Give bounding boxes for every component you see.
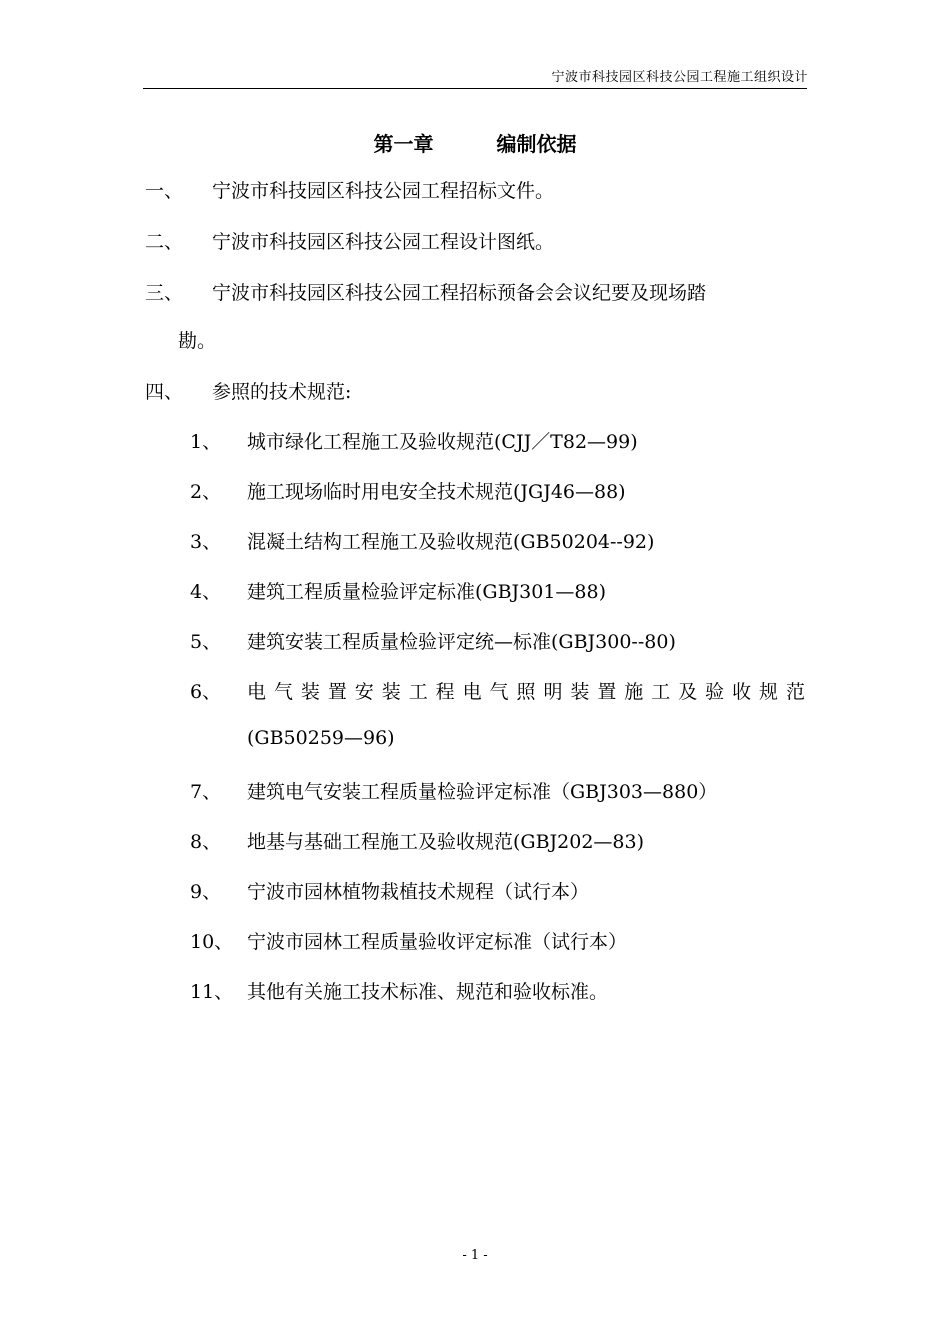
list-item-6-continuation: (GB50259—96) xyxy=(247,727,395,749)
chapter-heading xyxy=(0,128,950,157)
chapter-title: 编制依据 xyxy=(496,132,577,156)
section-text: 参照的技术规范: xyxy=(212,381,352,403)
item-marker: 8、 xyxy=(190,831,222,853)
item-marker: 4、 xyxy=(190,581,222,603)
page-header-title: 宁波市科技园区科技公园工程施工组织设计 xyxy=(551,70,808,85)
item-text: 建筑工程质量检验评定标准(GBJ301—88) xyxy=(247,581,607,603)
item-text: 城市绿化工程施工及验收规范(CJJ／T82—99) xyxy=(247,431,638,453)
section-marker: 一、 xyxy=(145,180,184,202)
item-text: 其他有关施工技术标准、规范和验收标准。 xyxy=(247,981,609,1003)
item-marker: 10、 xyxy=(190,931,234,953)
item-text: 宁波市园林工程质量验收评定标准（试行本） xyxy=(247,931,628,953)
section-text: 宁波市科技园区科技公园工程设计图纸。 xyxy=(212,231,555,253)
item-marker: 11、 xyxy=(190,981,234,1003)
item-marker: 6、 xyxy=(190,681,222,703)
section-marker: 二、 xyxy=(145,231,184,253)
item-marker: 1、 xyxy=(190,431,222,453)
section-3-continuation: 勘。 xyxy=(178,330,217,352)
item-text: 建筑安装工程质量检验评定统—标准(GBJ300--80) xyxy=(247,631,676,653)
item-marker: 7、 xyxy=(190,781,222,803)
item-text: 电气装置安装工程电气照明装置施工及验收规范 xyxy=(247,681,805,703)
page-number: - 1 - xyxy=(462,1248,488,1263)
section-text: 宁波市科技园区科技公园工程招标预备会会议纪要及现场踏 xyxy=(212,282,707,304)
item-text: 宁波市园林植物栽植技术规程（试行本） xyxy=(247,881,590,903)
item-marker: 9、 xyxy=(190,881,222,903)
header-rule xyxy=(143,88,807,89)
item-marker: 2、 xyxy=(190,481,222,503)
section-marker: 三、 xyxy=(145,282,184,304)
item-text: 施工现场临时用电安全技术规范(JGJ46—88) xyxy=(247,481,626,503)
chapter-number: 第一章 xyxy=(373,132,434,156)
item-text: 建筑电气安装工程质量检验评定标准（GBJ303—880） xyxy=(247,781,718,803)
item-text: 混凝土结构工程施工及验收规范(GB50204--92) xyxy=(247,531,655,553)
item-text: 地基与基础工程施工及验收规范(GBJ202—83) xyxy=(247,831,645,853)
section-text: 宁波市科技园区科技公园工程招标文件。 xyxy=(212,180,555,202)
item-marker: 3、 xyxy=(190,531,222,553)
item-marker: 5、 xyxy=(190,631,222,653)
section-marker: 四、 xyxy=(145,381,184,403)
